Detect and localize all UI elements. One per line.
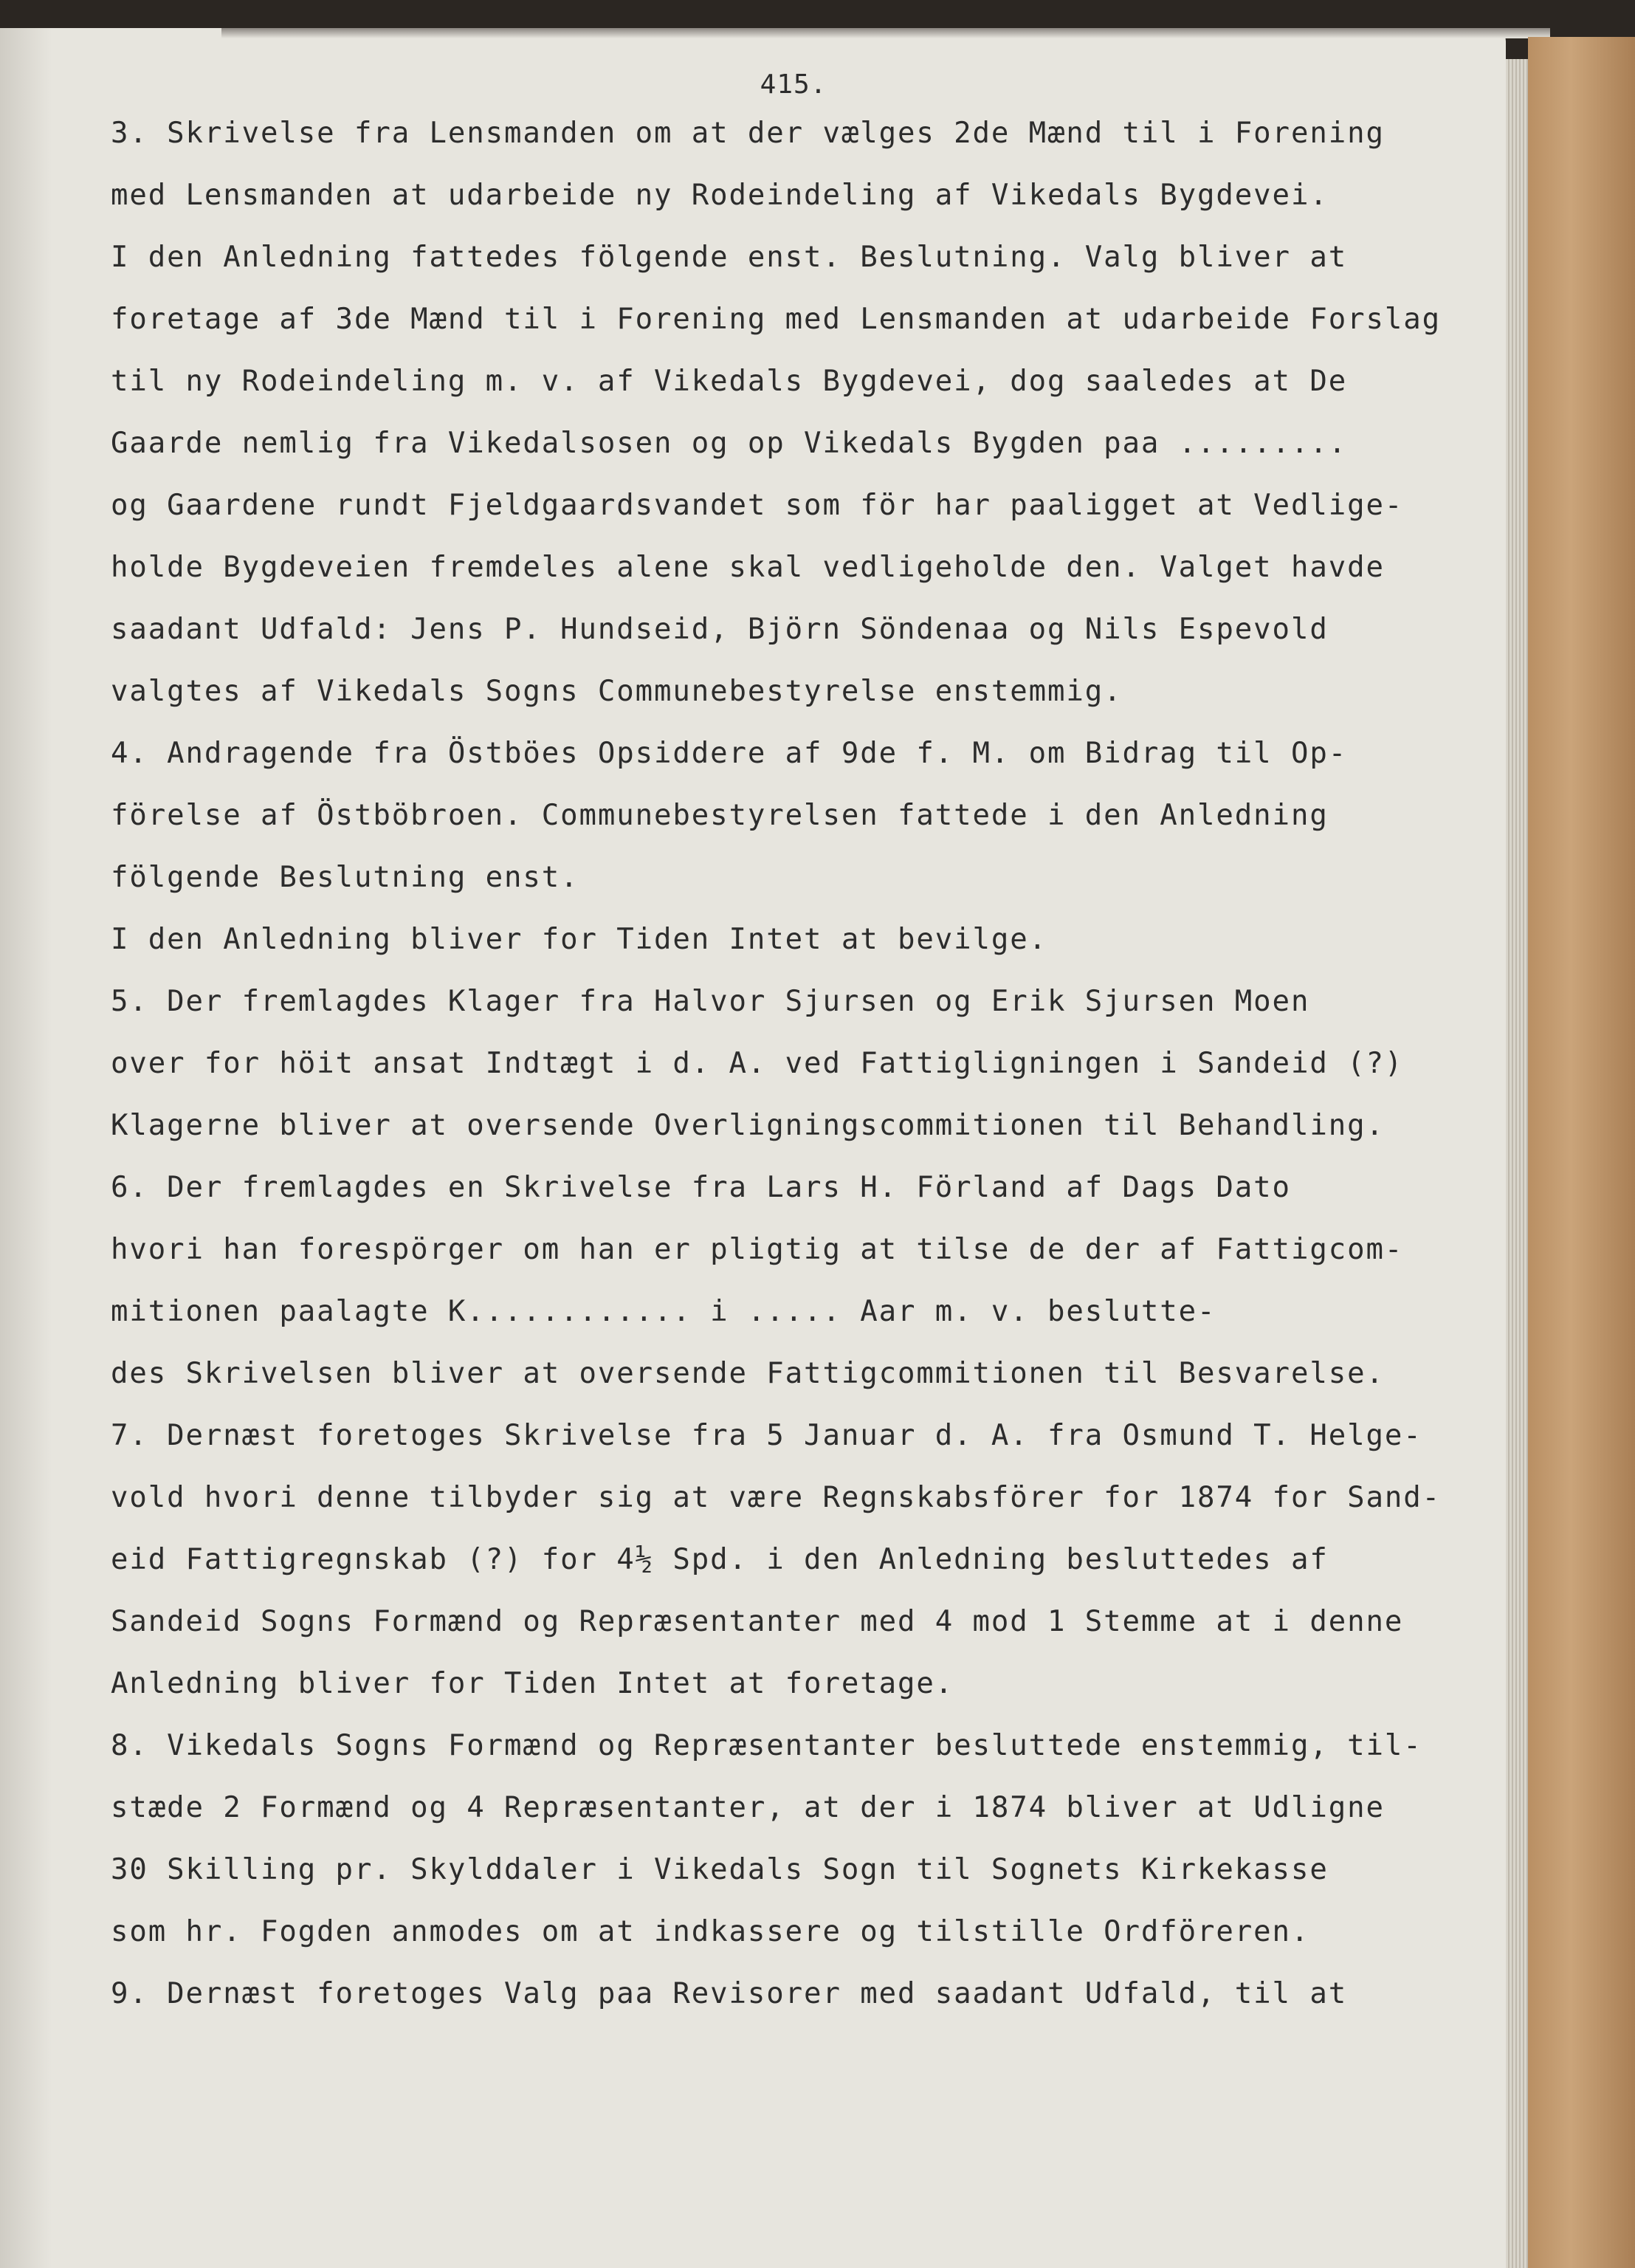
text-line: valgtes af Vikedals Sogns Communebestyrelse enstemmig. (111, 675, 1123, 708)
text-line: I den Anledning bliver for Tiden Intet at bevilge. (111, 923, 1047, 956)
text-line: Gaarde nemlig fra Vikedalsosen og op Vikedals Bygden paa ......... (111, 427, 1348, 460)
text-line: til ny Rodeindeling m. v. af Vikedals Bygdevei, dog saaledes at De (111, 365, 1348, 398)
text-line: hvori han forespörger om han er pligtig at tilse de der af Fattigcom- (111, 1233, 1404, 1266)
text-line: eid Fattigregnskab (?) for 4½ Spd. i den Anledning besluttedes af (111, 1543, 1329, 1576)
page-stack-edge (1506, 59, 1528, 2268)
text-line: Klagerne bliver at oversende Overligningscommitionen til Behandling. (111, 1109, 1385, 1142)
text-line: saadant Udfald: Jens P. Hundseid, Björn Söndenaa og Nils Espevold (111, 613, 1329, 646)
text-line: 30 Skilling pr. Skylddaler i Vikedals Sogn til Sognets Kirkekasse (111, 1853, 1329, 1886)
book-cover-edge (1528, 37, 1635, 2268)
text-line: over for höit ansat Indtægt i d. A. ved Fattigligningen i Sandeid (?) (111, 1047, 1404, 1080)
text-line: og Gaardene rundt Fjeldgaardsvandet som för har paaligget at Vedlige- (111, 489, 1404, 522)
text-line: fölgende Beslutning enst. (111, 861, 579, 894)
page-number: 415. (760, 69, 827, 100)
text-line: 9. Dernæst foretoges Valg paa Revisorer med saadant Udfald, til at (111, 1977, 1348, 2010)
text-line: foretage af 3de Mænd til i Forening med Lensmanden at udarbeide Forslag (111, 303, 1441, 336)
text-line: 4. Andragende fra Östböes Opsiddere af 9de f. M. om Bidrag til Op- (111, 737, 1348, 770)
text-line: I den Anledning fattedes fölgende enst. Beslutning. Valg bliver at (111, 241, 1348, 274)
text-lines (111, 118, 1447, 2041)
text-line: 8. Vikedals Sogns Formænd og Repræsentanter besluttede enstemmig, til- (111, 1729, 1422, 1762)
text-line: förelse af Östböbroen. Communebestyrelsen fattede i den Anledning (111, 799, 1329, 832)
text-line: holde Bygdeveien fremdeles alene skal vedligeholde den. Valget havde (111, 551, 1385, 584)
text-line: Anledning bliver for Tiden Intet at foretage. (111, 1667, 954, 1700)
text-line: mitionen paalagte K............ i ..... Aar m. v. beslutte- (111, 1295, 1216, 1328)
document-text (111, 44, 1447, 2041)
page-gutter-shadow (0, 28, 52, 2268)
text-line: med Lensmanden at udarbeide ny Rodeindeling af Vikedals Bygdevei. (111, 179, 1329, 212)
text-line: 6. Der fremlagdes en Skrivelse fra Lars H. Förland af Dags Dato (111, 1171, 1291, 1204)
text-line: 5. Der fremlagdes Klager fra Halvor Sjursen og Erik Sjursen Moen (111, 985, 1310, 1018)
text-line: des Skrivelsen bliver at oversende Fattigcommitionen til Besvarelse. (111, 1357, 1385, 1390)
page-top-shadow (221, 28, 1550, 38)
text-line: som hr. Fogden anmodes om at indkassere og tilstille Ordföreren. (111, 1915, 1310, 1948)
text-line: Sandeid Sogns Formænd og Repræsentanter med 4 mod 1 Stemme at i denne (111, 1605, 1404, 1638)
text-line: 7. Dernæst foretoges Skrivelse fra 5 Januar d. A. fra Osmund T. Helge- (111, 1419, 1422, 1452)
text-line: 3. Skrivelse fra Lensmanden om at der vælges 2de Mænd til i Forening (111, 117, 1385, 150)
text-line: vold hvori denne tilbyder sig at være Regnskabsförer for 1874 for Sand- (111, 1481, 1441, 1514)
text-line: stæde 2 Formænd og 4 Repræsentanter, at der i 1874 bliver at Udligne (111, 1791, 1385, 1824)
